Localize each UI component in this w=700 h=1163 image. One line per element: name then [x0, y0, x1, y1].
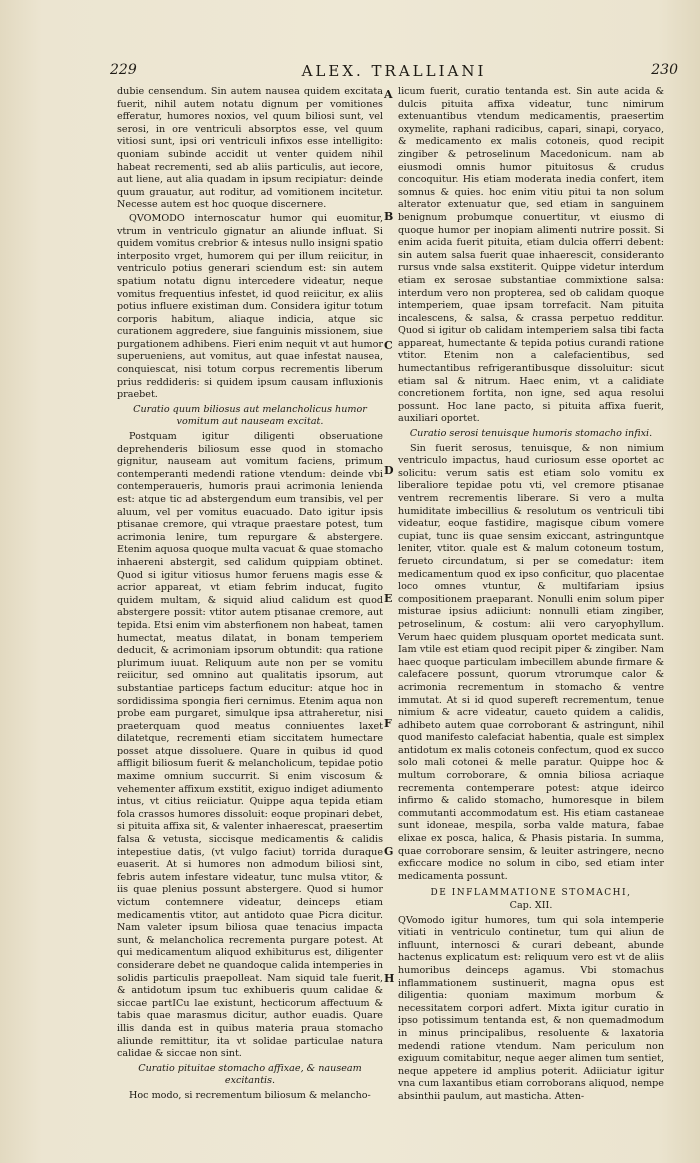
- chapter-number: Cap. XII.: [509, 900, 553, 911]
- margin-letter-b: B: [384, 210, 394, 223]
- margin-letter-a: A: [384, 88, 393, 101]
- left-column: [117, 86, 383, 1106]
- right-paragraph-2: Sin fuerit serosus, tenuisque, & non nimium ventriculo impactus, haud curiosum esse oportet ac solicitu: verum satis est etiam solo vomitu ex liberaliore tepidae potu vti, vel cremore ptisanae ventrem recrementis liberare. Si vero a multa humiditate imbecillius & resolutum os ventriculi tibi videatur, eoque fastidire, magisque cibum vomere cupiat, tunc iis quae sensim exiccant, astringuntque leniter, vtitor. quale est & malum cotoneum tostum, ferueto circundatum, si per se comedatur: item medicamentum quod ex ipso conficitur, quo placentae loco omnes vtuntur, & multifariam ipsius compositionem praeparant. Nonulli enim solum piper misturae ipsius adiiciunt: nonnulli etiam zingiber, petroselinum, & costum: alii vero caryophyllum. Verum haec quidem plusquam oportet medicata sunt. Iam vtile est etiam quod recipit piper & zingiber. Nam haec quoque particulam imbecillem abunde firmare & calefacere possunt, quorum vtrorumque calor & acrimonia recrementum in stomacho & ventre immutat. At si id quod supereft recrementum, tenue nimium & acre videatur, caueto quidem a calidis, adhibeto autem quae corroborant & astringunt, nihil quod manifesto calefaciat habentia, quale est simplex antidotum ex malis cotoneis confectum, quod ex succo solo mali cotonei & melle paratur. Quippe hoc & multum corroborare, & omnia biliosa acriaque recrementa contemperare potest: atque ideirco infirmo & calido stomacho, humoresque in bilem commutanti accommodatum est. His etiam castaneae sunt idoneae, mespila, sorba valde matura, fabae elixae ex posca, halica, & Phasis pistaria. In summa, quae corroborare sensim, & leuiter astringere, necno exficcare modice no solum in cibo, sed etiam inter medicamenta possunt.: [398, 442, 664, 882]
- left-heading-1: Curatio quum biliosus aut melancholicus humor vomitum aut nauseam excitat.: [133, 403, 367, 428]
- left-paragraph-2: QVOMODO internoscatur humor qui euomitur, vtrum in ventriculo gignatur an aliunde influat. Si quidem vomitus crebrior & intesus nullo insigni spatio interposito vrget, humorem qui per illum reiicitur, in ventriculo potius generari sciendum est: sin autem spatium notatu dignu intercedere videatur, neque vomitus frequentius infestet, id quod reiicitur, ex aliis potius influere existiman dum. Considera igitur totum corporis habitum, aliaque indicia, atque sic curationem aggredere, siue fanguinis missionem, siue purgationem adhibens. Fieri enim nequit vt aut humor superueniens, aut vomitus, aut quae infestat nausea, conquiescat, nisi totum corpus recrementis liberum prius reddideris: si quidem ipsum causam influxionis praebet.: [117, 212, 383, 401]
- right-paragraph-3: QVomodo igitur humores, tum qui sola intemperie vitiati in ventriculo continetur, tum qui aliun de influunt, internosci & curari debeant, abunde hactenus explicatum est: reliquum vero est vt de aliis humoribus deinceps agamus. Vbi stomachus inflammationem sustinuerit, magna opus est diligentia: quoniam maximum morbum & necessitatem corpori adfert. Mixta igitur curatio in ipso potissimum tentanda est, & non quemadmodum in minus principalibus, resoluente & laxatoria medendi ratione vtendum. Nam periculum non exiguum comitabitur, neque aeger alimen tum sentiet, neque appetere id amplius poterit. Adiiciatur igitur vna cum laxantibus etiam corroborans aliquod, nempe absinthii paulum, aut masticha. Atten-: [398, 914, 664, 1102]
- margin-letter-e: E: [384, 592, 393, 605]
- left-paragraph-4: Hoc modo, si recrementum biliosum & melancho-: [129, 1089, 371, 1101]
- margin-letter-f: F: [384, 717, 392, 730]
- right-paragraph-1: licum fuerit, curatio tentanda est. Sin aute acida & dulcis pituita affixa videatur, tunc nimirum extenuantibus vtendum medicamentis, praesertim oxymelite, raphani radicibus, capari, sinapi, coryaco, & medicamento ex malis cotoneis, quod recipit zingiber & petroselinum Macedonicum. nam ab eiusmodi omnis humor pituitosus & crudus concoquitur. His etiam moderata inedia confert, item somnus & quies. hoc enim vitiu pitui ta non solum alterator extenuatur que, sed etiam in sanguinem benignum probumque conuertitur, vt eiusmo di quoque humor per inopiam alimenti nutrire possit. Si enim acida fuerit pituita, etiam dulcia offerri debent: sin autem salsa fuerit quae inhaerescit, consideranto rursus vnde salsa exstiterit. Quippe videtur interdum etiam ex serosae substantiae commixtione salsa: interdum vero non propterea, sed ob calidam quoque intemperiem, quae ipsam torrefacit. Nam pituita incalescens, & salsa, & crassa perpetuo redditur. Quod si igitur ob calidam intemperiem salsa tibi facta appareat, humectante & tepida potius curandi ratione vtitor. Etenim non a calefacientibus, sed humectantibus refrigerantibusque dissoluitur: sicut etiam sal & nitrum. Haec enim, vt a calidiate concretionem fortita, non igne, sed aqua resolui possunt. Hoc lane pacto, si pituita affixa fuerit, auxiliari oportet.: [398, 86, 664, 425]
- left-paragraph-1: dubie censendum. Sin autem nausea quidem excitata fuerit, nihil autem notatu dignum per vomitiones efferatur, humores noxios, vel quum biliosi sunt, vel serosi, in ore ventriculi absorptos esse, vel quum vitiosi sunt, ipsi ori ventriculi infixos esse intelligito: quoniam subinde accidit ut venter quidem nihil habeat recrementi, sed ab aliis particulis, aut iecore, aut liene, aut alia quadam in ipsum recipiatur: deinde quum grauatur, aut roditur, ad vomitionem incitetur. Necesse autem est hoc quoque discernere.: [117, 86, 383, 211]
- margin-letter-d: D: [384, 464, 394, 477]
- page-header: [110, 62, 678, 86]
- right-column: [398, 86, 664, 1106]
- page-number-right: 230: [651, 62, 678, 78]
- running-title: ALEX. TRALLIANI: [301, 62, 487, 80]
- page-number-left: 229: [110, 62, 137, 78]
- right-heading-1: Curatio serosi tenuisque humoris stomacho infixi.: [409, 428, 653, 440]
- margin-letter-g: G: [384, 845, 394, 858]
- left-heading-2: Curatio pituitae stomacho affixae, & nauseam excitantis.: [138, 1062, 362, 1087]
- margin-letter-h: H: [384, 972, 395, 985]
- left-paragraph-3: Postquam igitur diligenti obseruatione deprehenderis biliosum esse quod in stomacho gignitur, nauseam aut vomitum faciens, primum contemperanti medendi ratione vtendum: deinde vbi contemperaueris, humoris praui acrimonia lenienda est: atque tic ad abstergendum eum transibis, vel per aluum, vel per vomitus euacuado. Dato igitur ipsis ptisanae cremore, qui vtraque praestare potest, tum acrimonia lenire, tum repurgare & abstergere. Etenim aquosa quoque multa vacuat & quae stomacho inhaereni abstergit, sed calidum quippiam obtinet. Quod si igitur vitiosus humor feruens magis esse & acrior appareat, vt etiam febrim inducat, fugito quidem multam, & siquid aliud calidum est quod abstergere possit: vtitor autem ptisanae cremore, aut tepida. Etsi enim vim absterfionem non habeat, tamen humectat, meatus dilatat, in bonam temperiem deducit, & acrimoniam ipsorum obtundit: qua ratione plurimum iuuat. Reliquum aute non per se vomitu reiicitur, sed omnino aut qualitatis ipsorum, aut substantiae particeps factum educitur: atque hoc in sordidissima spongia fieri cernimus. Etenim aqua non probe eam purgaret, simulque ipsa attraheretur, nisi praeterquam quod meatus conniuentes laxet dilatetque, recrementi etiam siccitatem humectare posset atque dissoluere. Quare in quibus id quod affligit biliosum fuerit & melancholicum, tepidae potio maxime omnium succurrit. Si enim viscosum & vehementer affixum exstitit, exiguo indiget adiumento intus, vt citius reiiciatur. Quippe aqua tepida etiam fola crassos humores dissoluit: eoque propinari debet, si pituita affixa sit, & valenter inhaerescat, praesertim falsa & vetusta, siccisque medicamentis & calidis intepestiue datis, (vt vulgo faciut) torrida duraque euaserit. At si humores non admodum biliosi sint, febris autem infestare videatur, tunc mulsa vtitor, & iis quae plenius possunt abstergere. Quod si humor victum contemnere videatur, deinceps etiam medicamentis vtitor, aut antidoto quae Picra dicitur. Nam valeter ipsum biliosa quae tenacius impacta sunt, & melancholica recrementa purgare potest. At qui medicamentum aliquod exhibiturus est, diligenter considerare debet ne quandoque calida intemperies in solidis particulis praepolleat. Nam siquid tale fuerit, & antidotum ipsum tuc exhibueris quum calidae & siccae partICu lae existunt, hecticorum affectuum & tabis quae marasmus dicitur, author euadis. Quare illis danda est in quibus materia praua stomacho aliunde remittitur, ita vt solidae particulae natura calidae & siccae non sint.: [117, 431, 383, 1060]
- chapter-title: DE INFLAMMATIONE STOMACHI,: [430, 888, 632, 899]
- margin-letter-c: C: [384, 339, 393, 352]
